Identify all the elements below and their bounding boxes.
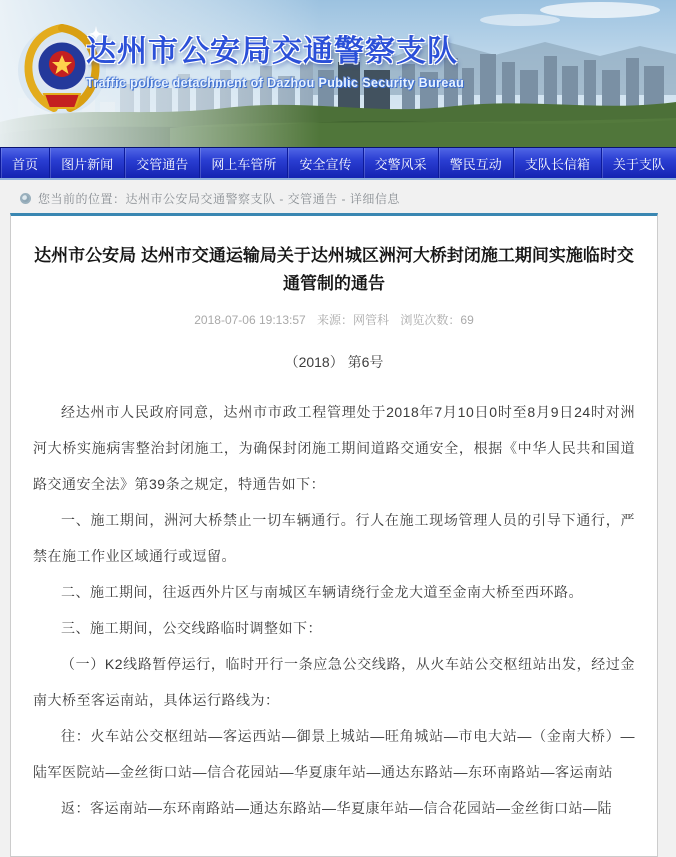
article-paragraph: 三、施工期间，公交线路临时调整如下： <box>61 620 322 637</box>
nav-item[interactable]: 交管通告 <box>124 148 199 178</box>
article-meta <box>33 311 635 328</box>
article-paragraph: 一、施工期间，洲河大桥禁止一切车辆通行。行人在施工现场管理人员的引导下通行，严禁在施工作业区域通行或逗留。 <box>33 512 635 565</box>
article-title: 达州市公安局 达州市交通运输局关于达州城区洲河大桥封闭施工期间实施临时交通管制的通告 <box>34 246 634 294</box>
article-paragraph: 往：火车站公交枢纽站—客运西站—御景上城站—旺角城站—市电大站—（金南大桥）—陆军医院站—金丝街口站—信合花园站—华夏康年站—通达东路站—东环南路站—客运南站 <box>33 728 635 781</box>
page-body <box>0 180 676 857</box>
site-header <box>0 0 676 147</box>
nav-item[interactable]: 警民互动 <box>438 148 513 178</box>
site-title: 达州市公安局交通警察支队 <box>86 35 458 68</box>
article-paragraph: 二、施工期间，往返西外片区与南城区车辆请绕行金龙大道至金南大桥至西环路。 <box>61 584 583 601</box>
view-count: 浏览次数：69 <box>400 313 474 328</box>
nav-item[interactable]: 首页 <box>0 148 49 178</box>
nav-item[interactable]: 图片新闻 <box>49 148 124 178</box>
article-panel <box>10 213 658 857</box>
main-nav <box>0 147 676 180</box>
breadcrumb-text: 您当前的位置：达州市公安局交通警察支队 - 交管通告 - 详细信息 <box>38 192 400 206</box>
document-number: （2018） 第6号 <box>284 354 384 371</box>
article-paragraph: 经达州市人民政府同意，达州市市政工程管理处于2018年7月10日0时至8月9日24时对洲河大桥实施病害整治封闭施工，为确保封闭施工期间道路交通安全，根据《中华人民共和国道路交通安全法》第39条之规定，特通告如下： <box>33 404 635 493</box>
nav-item[interactable]: 安全宣传 <box>287 148 362 178</box>
nav-item[interactable]: 交警风采 <box>363 148 438 178</box>
article-body <box>33 394 635 826</box>
publish-time: 2018-07-06 19:13:57 <box>194 313 306 328</box>
nav-item[interactable]: 支队长信箱 <box>513 148 601 178</box>
location-bullet-icon <box>20 193 31 204</box>
site-subtitle-en: Traffic police detachment of Dazhou Public Security Bureau <box>86 76 465 90</box>
article-paragraph: 返：客运南站—东环南路站—通达东路站—华夏康年站—信合花园站—金丝街口站—陆 <box>61 800 612 817</box>
article-paragraph: （一）K2线路暂停运行，临时开行一条应急公交线路，从火车站公交枢纽站出发，经过金南大桥至客运南站，具体运行路线为： <box>33 656 635 709</box>
nav-item[interactable]: 关于支队 <box>601 148 676 178</box>
nav-item[interactable]: 网上车管所 <box>199 148 287 178</box>
article-source: 来源：网管科 <box>317 313 390 328</box>
breadcrumb <box>10 180 658 213</box>
